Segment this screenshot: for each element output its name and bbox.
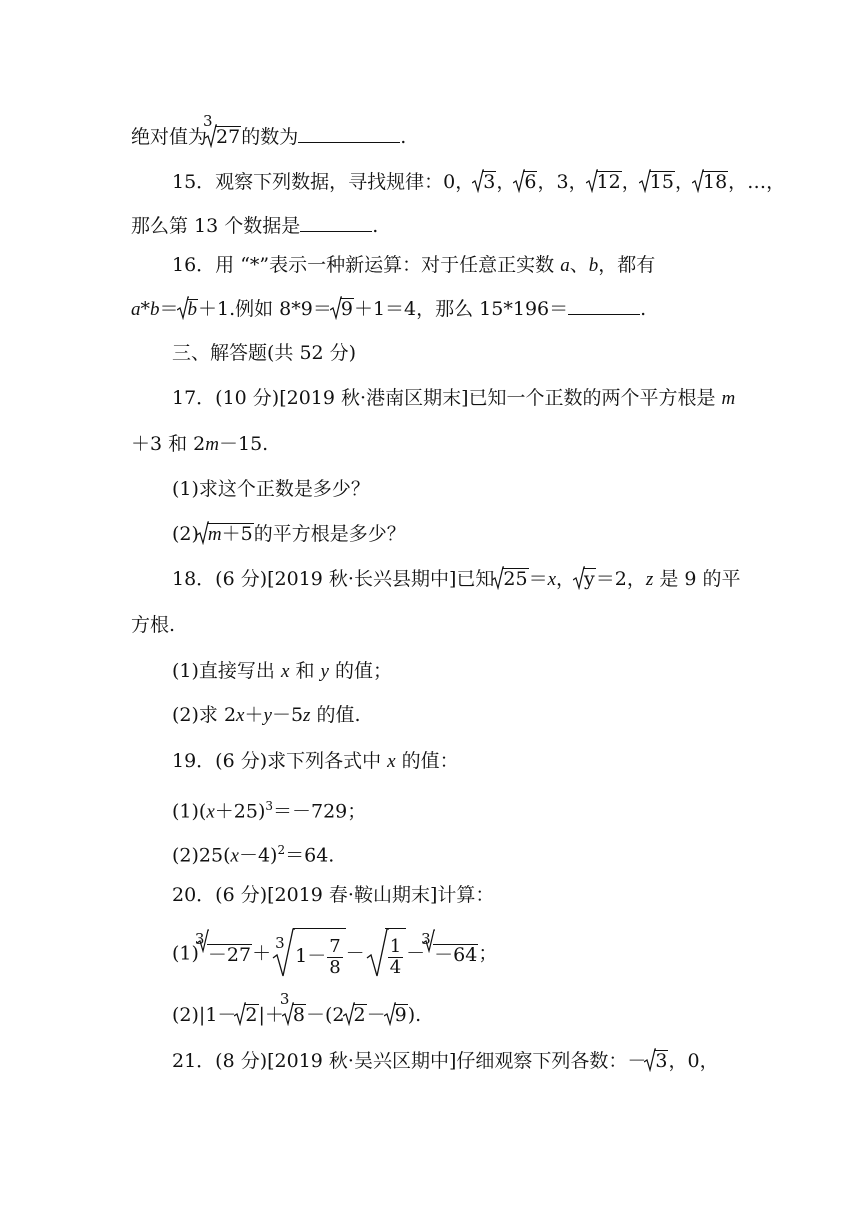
sep: 、	[569, 254, 589, 276]
q18-p1-text: (1)直接写出	[172, 660, 281, 682]
plus-5: ＋5	[221, 523, 253, 545]
q20-p2b: |＋	[258, 1004, 284, 1026]
radicand: 3	[655, 1050, 668, 1072]
root-index: 3	[421, 929, 431, 948]
q16-text2: ，都有	[598, 254, 656, 276]
root-index: 3	[279, 990, 290, 1008]
q18-line2: 方根.	[131, 614, 176, 636]
sqrt-15	[641, 170, 675, 194]
answer-blank[interactable]	[300, 213, 372, 232]
q19-part1	[172, 794, 366, 824]
q17-text4: 的平方根是多少？	[253, 523, 406, 545]
sqrt-y	[575, 567, 596, 591]
var-b: b	[588, 255, 599, 276]
radicand: －27	[207, 943, 252, 966]
var-x: x	[230, 845, 239, 867]
radical-icon	[472, 169, 484, 193]
radicand	[293, 928, 346, 981]
var-z: z	[645, 569, 654, 590]
radicand: 9	[340, 298, 353, 320]
radicand: －64	[434, 943, 478, 966]
answer-blank[interactable]	[298, 124, 400, 143]
radical-icon	[573, 566, 585, 590]
q18-line1	[172, 567, 741, 592]
q19-text2: 的值：	[395, 750, 459, 772]
comma: ，	[556, 568, 576, 590]
radical-icon	[644, 1048, 656, 1072]
exponent: 2	[277, 843, 286, 857]
radical-icon	[586, 169, 598, 193]
op: *	[140, 298, 150, 320]
radicand: 6	[524, 171, 537, 193]
fraction-7-8	[327, 937, 342, 978]
q19-p2b: －4)	[238, 844, 278, 867]
var-x: x	[280, 661, 290, 682]
period: .	[640, 298, 647, 320]
q17-text3: －15.	[219, 433, 269, 455]
minus: －	[406, 942, 426, 965]
var-m: m	[207, 524, 222, 545]
period: .	[372, 215, 379, 237]
part-label: (2)	[172, 523, 199, 545]
sqrt-m-plus-5	[199, 522, 254, 546]
radicand: 2	[353, 1004, 366, 1026]
minus-5: －5	[271, 704, 304, 726]
q19-line1	[172, 749, 459, 774]
denominator: 8	[329, 956, 341, 978]
plus: ＋	[252, 942, 272, 965]
radical-icon	[492, 566, 504, 590]
q16-text3: ＋1.例如 8*9＝	[198, 298, 332, 320]
q19-p1c: ＝－729；	[273, 800, 367, 823]
radicand: 15	[649, 171, 674, 193]
sqrt-3	[474, 170, 496, 194]
var-y: y	[320, 661, 329, 682]
cube-root-neg64	[421, 929, 478, 980]
q17-text2: ＋3 和 2	[131, 433, 206, 455]
part-label: (1)	[172, 942, 199, 965]
minus: －	[345, 942, 365, 965]
radical-icon	[205, 124, 217, 148]
var-b: b	[150, 299, 160, 320]
radical-icon	[234, 1002, 246, 1026]
var-m: m	[721, 388, 736, 409]
numerator: 1	[389, 935, 402, 957]
q18-p1-end: 的值；	[328, 660, 392, 682]
var-a: a	[131, 299, 141, 320]
var-a: a	[560, 255, 570, 276]
q17-line1	[172, 386, 735, 411]
radical-icon	[282, 1002, 294, 1026]
sqrt-9	[332, 297, 354, 321]
q20-p2c: －(2	[306, 1004, 345, 1026]
q15-mid: ，3，	[537, 171, 588, 193]
q21-line1	[172, 1049, 719, 1073]
eq2: ＝2，	[595, 568, 646, 590]
q16-text: 16．用 “*”表示一种新运算：对于任意正实数	[172, 254, 561, 276]
radicand: 25	[503, 568, 528, 590]
q15-end: ，…，	[728, 171, 786, 193]
radicand: b	[187, 299, 198, 320]
var-z: z	[303, 705, 311, 726]
q16-text4: ＋1＝4，那么 15*196＝	[353, 298, 569, 320]
radical-icon	[177, 296, 189, 320]
q14-text2: 的数为	[241, 126, 299, 148]
radicand: 8	[292, 1004, 305, 1026]
root-index: 3	[203, 112, 213, 130]
sqrt-2b	[345, 1003, 367, 1027]
q19-p1a: (1)(	[172, 800, 207, 823]
cube-root-frac	[271, 928, 346, 981]
radicand: 9	[394, 1004, 407, 1026]
q16-line2	[131, 296, 646, 322]
q21-text: 21．(8 分)[2019 秋·吴兴区期中]仔细观察下列各数：－	[172, 1050, 647, 1072]
one-minus: 1－	[295, 945, 327, 967]
q19-part2	[172, 838, 334, 868]
minus: －	[366, 1004, 386, 1026]
var-x: x	[547, 569, 557, 590]
fraction-1-4	[388, 937, 403, 978]
q18-p2-text: (2)求 2	[172, 704, 237, 726]
q14-text: 绝对值为	[131, 126, 208, 148]
q14-tail	[131, 112, 407, 149]
var-x: x	[387, 751, 396, 772]
q17-part2	[172, 522, 406, 546]
eq: ＝	[528, 568, 548, 590]
q19-p2a: (2)25(	[172, 844, 231, 867]
sqrt-frac	[365, 928, 406, 981]
q18-part2	[172, 703, 361, 728]
q15-line1: 15．观察下列数据，寻找规律：0， 3， 6，3， 12， 15， 18，…，	[172, 171, 786, 193]
section-heading: 三、解答题(共 52 分)	[172, 342, 357, 364]
period: .	[400, 126, 407, 148]
q19-p2c: ＝64.	[285, 844, 335, 867]
radical-icon	[639, 169, 651, 193]
var-x: x	[236, 705, 245, 726]
var-m: m	[205, 434, 219, 455]
exponent: 3	[265, 799, 273, 813]
eq: ＝	[159, 298, 179, 320]
q21-text2: ，0，	[668, 1050, 719, 1072]
radical-icon	[384, 1002, 396, 1026]
q20-part1	[172, 928, 497, 988]
cube-root-27	[203, 112, 241, 149]
q19-p1b: ＋25)	[214, 800, 266, 823]
cube-root-neg27	[194, 929, 252, 980]
plus: ＋	[244, 704, 264, 726]
denominator: 4	[389, 956, 402, 978]
q20-line1: 20．(6 分)[2019 春·鞍山期末]计算：	[172, 884, 495, 906]
radicand: 12	[596, 171, 621, 193]
radical-icon	[197, 521, 209, 545]
radicand	[207, 523, 254, 545]
sqrt-12	[588, 170, 622, 194]
radical-icon	[423, 929, 435, 953]
q18-text2: 是 9 的平	[653, 568, 741, 590]
q20-p2e: ).	[407, 1004, 422, 1026]
q18-part1	[172, 659, 392, 684]
sqrt-25	[494, 567, 528, 591]
sqrt-b	[179, 297, 199, 321]
q18-text: 18．(6 分)[2019 秋·长兴县期中]已知	[172, 568, 495, 590]
radicand: 3	[483, 171, 496, 193]
radical-icon	[271, 928, 295, 978]
answer-blank[interactable]	[568, 296, 640, 315]
q20-p2a: (2)|1－	[172, 1004, 237, 1026]
q15-line2-text: 那么第 13 个数据是	[131, 215, 301, 237]
radicand: y	[584, 568, 595, 590]
var-x: x	[206, 801, 215, 823]
q17-text: 17．(10 分)[2019 秋·港南区期末]已知一个正数的两个平方根是	[172, 387, 722, 409]
radicand: 18	[702, 171, 728, 193]
semicolon: ；	[478, 942, 498, 965]
numerator: 7	[329, 935, 341, 957]
q18-p2-end: 的值.	[310, 704, 361, 726]
q15-line2	[131, 213, 378, 238]
radicand: 2	[245, 1004, 258, 1026]
var-y: y	[263, 705, 272, 726]
q20-part2	[172, 990, 422, 1027]
sqrt-9b	[386, 1003, 408, 1027]
radical-icon	[365, 928, 389, 978]
cube-root-8	[279, 990, 306, 1027]
radical-icon	[513, 169, 525, 193]
q19-text: 19．(6 分)求下列各式中	[172, 750, 388, 772]
q17-line2	[131, 432, 268, 457]
radical-icon	[330, 296, 342, 320]
and: 和	[289, 660, 321, 682]
sqrt-3b	[646, 1049, 668, 1073]
root-index: 3	[194, 929, 205, 948]
radical-icon	[692, 169, 704, 193]
sqrt-6	[515, 170, 537, 194]
sqrt-2	[236, 1003, 258, 1027]
radicand: 27	[216, 126, 241, 148]
radical-icon	[343, 1002, 355, 1026]
q16-line1	[172, 253, 655, 278]
q17-part1: (1)求这个正数是多少？	[172, 478, 370, 500]
sqrt-18	[694, 170, 728, 194]
radical-icon	[197, 929, 209, 953]
root-index: 3	[275, 934, 285, 952]
q15-label: 15．观察下列数据，寻找规律：0，	[172, 171, 475, 193]
